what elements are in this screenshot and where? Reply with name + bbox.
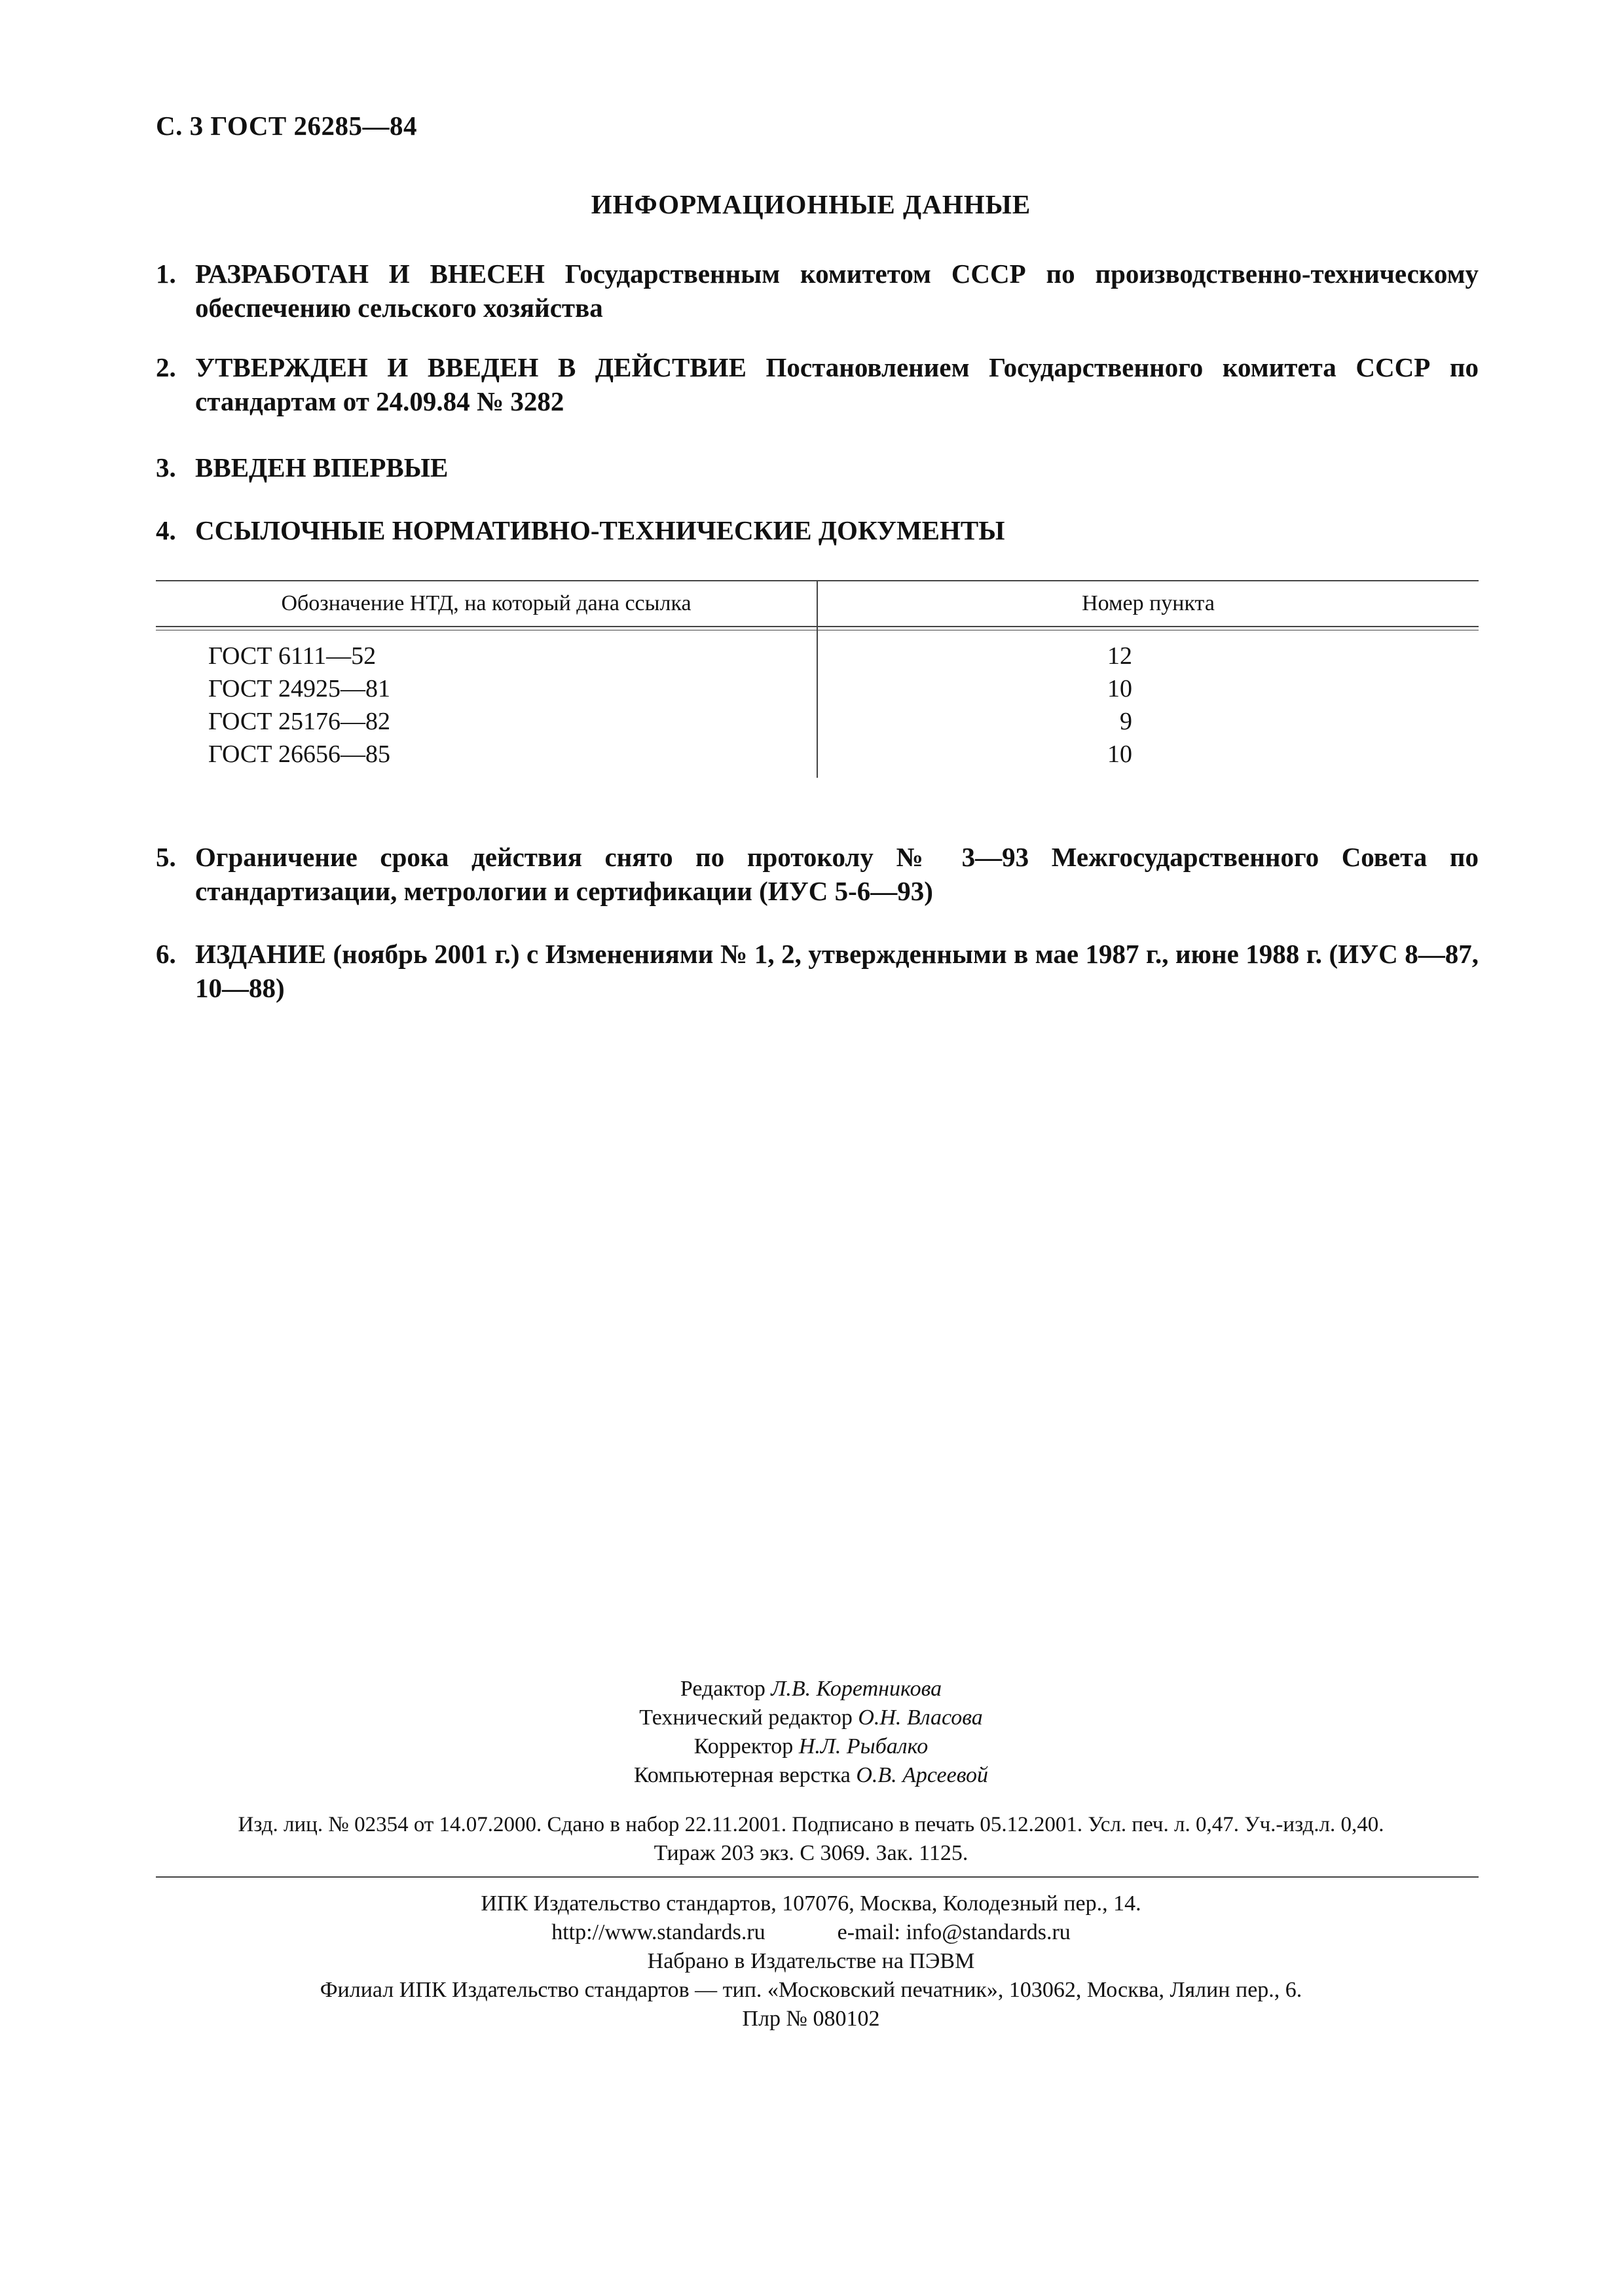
publisher-email[interactable]: e-mail: info@standards.ru xyxy=(837,1920,1071,1944)
publisher-line: Филиал ИПК Издательство стандартов — тип. «Московский печатник», 103062, Москва, Лялин пер., 6. xyxy=(320,1978,1302,2002)
table-cell: 10 xyxy=(1107,740,1132,768)
credit-role: Компьютерная верстка xyxy=(633,1763,851,1787)
credit-line xyxy=(0,1704,1622,1732)
table-cell: ГОСТ 26656—85 xyxy=(208,740,390,768)
item-number: 3. xyxy=(156,452,176,483)
item-number: 6. xyxy=(156,939,176,969)
credit-name: О.Н. Власова xyxy=(858,1705,983,1730)
imprint-line: Изд. лиц. № 02354 от 14.07.2000. Сдано в набор 22.11.2001. Подписано в печать 05.12.2001. Усл. печ. л. 0,47. Уч.-изд.л. 0,40. xyxy=(238,1813,1384,1836)
credit-role: Корректор xyxy=(693,1734,794,1758)
page-title: ИНФОРМАЦИОННЫЕ ДАННЫЕ xyxy=(591,189,1031,219)
list-item xyxy=(156,513,1479,547)
credit-role: Редактор xyxy=(680,1677,765,1701)
credit-line xyxy=(0,1675,1622,1704)
page-header: С. 3 ГОСТ 26285—84 xyxy=(156,111,418,141)
item-number: 2. xyxy=(156,352,176,382)
item-lead: ВВЕДЕН ВПЕРВЫЕ xyxy=(195,452,449,483)
table-cell: 10 xyxy=(1107,675,1132,702)
list-item xyxy=(156,937,1479,1005)
footer-divider xyxy=(156,1876,1479,1878)
item-text: Ограничение срока действия снято по протоколу № 3—93 Межгосударственного Совета по стандартизации, метрологии и сертификации (ИУС 5-6—93) xyxy=(195,842,1479,906)
item-lead: УТВЕРЖДЕН И ВВЕДЕН В ДЕЙСТВИЕ xyxy=(195,352,746,382)
table-cell: ГОСТ 6111—52 xyxy=(208,642,377,670)
table-header-cell: Обозначение НТД, на который дана ссылка xyxy=(281,591,691,615)
item-number: 4. xyxy=(156,515,176,545)
publisher-contacts xyxy=(0,1918,1622,1947)
list-item xyxy=(156,350,1479,418)
table-cell: 9 xyxy=(1120,708,1132,735)
item-number: 1. xyxy=(156,259,176,289)
table-cell: 12 xyxy=(1107,642,1132,670)
item-lead: РАЗРАБОТАН И ВНЕСЕН xyxy=(195,259,545,289)
list-item xyxy=(156,257,1479,325)
list-item xyxy=(156,840,1479,908)
table-cell: ГОСТ 25176—82 xyxy=(208,708,390,735)
item-text: Государственным комитетом СССР по производственно-техническому обеспечению сельского хозяйства xyxy=(195,259,1479,323)
list-item xyxy=(156,450,1479,484)
publisher-line: Набрано в Издательстве на ПЭВМ xyxy=(647,1949,975,1973)
credit-name: О.В. Арсеевой xyxy=(856,1763,989,1787)
credit-line xyxy=(0,1761,1622,1790)
table-header-cell: Номер пункта xyxy=(1082,591,1215,615)
item-number: 5. xyxy=(156,842,176,872)
item-lead: ССЫЛОЧНЫЕ НОРМАТИВНО-ТЕХНИЧЕСКИЕ ДОКУМЕНТЫ xyxy=(195,515,1005,545)
publisher-website[interactable]: http://www.standards.ru xyxy=(551,1920,765,1944)
table-cell: ГОСТ 24925—81 xyxy=(208,675,390,702)
imprint-line: Тираж 203 экз. С 3069. Зак. 1125. xyxy=(654,1841,968,1865)
item-text: Постановлением Государственного комитета СССР по стандартам от 24.09.84 № 3282 xyxy=(195,352,1479,416)
credit-name: Л.В. Коретникова xyxy=(771,1677,942,1701)
item-text: ИЗДАНИЕ (ноябрь 2001 г.) с Изменениями № 1, 2, утвержденными в мае 1987 г., июне 1988 г. (ИУС 8—87, 10—88) xyxy=(195,939,1479,1003)
publisher-line: Плр № 080102 xyxy=(742,2007,880,2031)
credit-line xyxy=(0,1732,1622,1761)
credit-role: Технический редактор xyxy=(639,1705,853,1730)
publisher-line: ИПК Издательство стандартов, 107076, Москва, Колодезный пер., 14. xyxy=(481,1891,1141,1916)
credit-name: Н.Л. Рыбалко xyxy=(798,1734,929,1758)
